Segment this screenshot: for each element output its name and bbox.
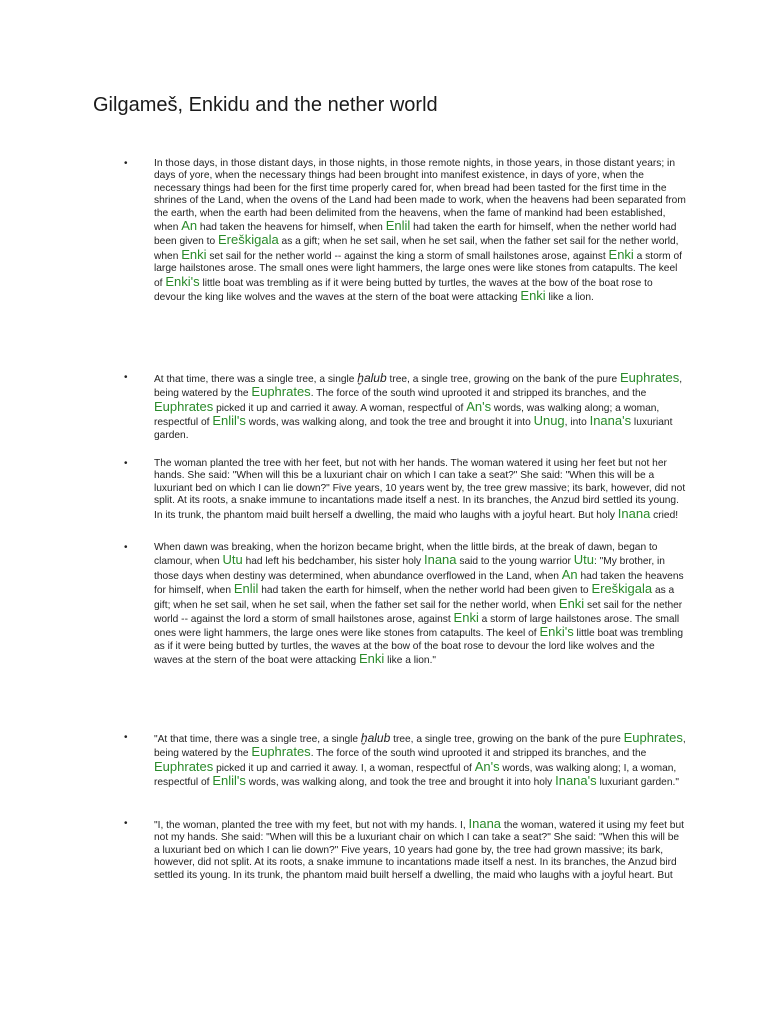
text-run: In those days, in those distant days, in those nights, in those remote nights, in those years, in those distant years; in days of yore, when the necessary things had been brought into manifest existence, in days of yore, when the necessary things had been for the first time properly cared for, when bread had been tasted for the first time in the shrines of the Land, when the ovens of the Land had been made to work, when the heavens had been separated from the earth, when the earth had been delimited from the heavens, when the fame of mankind had been established, when <box>154 158 686 234</box>
text-run: , being watered by the <box>154 734 686 760</box>
paragraph-text <box>154 816 684 881</box>
proper-name: An <box>181 218 198 234</box>
text-run: words, was walking along, and took the tree and brought it into holy <box>245 777 556 789</box>
page-title: Gilgameš, Enkidu and the nether world <box>93 94 438 116</box>
proper-name: Ereškigala <box>591 581 653 597</box>
text-run: luxuriant garden." <box>596 777 679 789</box>
proper-name: Inana's <box>589 413 632 429</box>
text-run: tree, a single tree, growing on the bank of the pure <box>390 734 624 745</box>
text-run: At that time, there was a single tree, a single <box>154 374 358 385</box>
text-run: cried! <box>650 509 679 521</box>
text-run: : "My brother, in those days when destiny was determined, when abundance overflowed in the Land, when <box>154 556 665 582</box>
proper-name: Inana <box>468 816 502 831</box>
proper-name: Euphrates <box>251 384 311 400</box>
bullet-icon: • <box>124 372 128 383</box>
text-run: had taken the heavens for himself, when <box>197 222 386 234</box>
paragraph-4 <box>120 542 686 732</box>
proper-name: Euphrates <box>623 730 683 745</box>
text-run: set sail for the nether world -- against the king a storm of small hailstones arose, against <box>206 250 609 262</box>
text-run: as a gift; when he set sail, when he set sail, when the father set sail for the nether world, when <box>154 585 675 611</box>
paragraph-text <box>154 158 686 303</box>
proper-name: Enki <box>520 288 546 304</box>
proper-name: Enlil's <box>212 413 246 429</box>
proper-name: Utu <box>222 552 243 568</box>
paragraph-text <box>154 370 683 441</box>
text-run: the woman, watered it using my feet but not my hands. She said: "When will this be a luxuriant chair on which I can take a seat?" She said: "When this will be a luxuriant bed on which I can lie down?" Five years, 10 years had gone by, the tree had grown massive; its bark, however, did not split. At its roots, a snake immune to incantations made itself a nest. In its branches, the Anzud bird settled its young. In its trunk, the phantom maid built herself a dwelling, the maid who laughs with a joyful heart. But <box>154 820 684 881</box>
text-run: , being watered by the <box>154 374 683 400</box>
proper-name: Ereškigala <box>218 232 279 248</box>
text-run: a storm of large hailstones arose. The small ones were light hammers, the large ones were like stones from catapults. The keel of <box>154 614 680 640</box>
text-run: said to the young warrior <box>456 556 574 568</box>
paragraph-1 <box>120 158 686 372</box>
text-run: little boat was trembling as if it were being butted by turtles, the waves at the bow of the boat rose to devour the lord like wolves and the waves at the stern of the boat were attacking <box>154 628 684 667</box>
text-run: The woman planted the tree with her feet, but not with her hands. The woman watered it using her feet but not her hands. She said: "When will this be a luxuriant chair on which I can take a seat?" She said: "When this will be a luxuriant bed on which I can lie down?" Five years, 10 years went by, the tree grew massive; its bark, however, did not split. At its roots, a snake immune to incantations made itself a nest. In its branches, the Anzud bird settled its young. In its trunk, the phantom maid built herself a dwelling, the maid who laughs with a joyful heart. But holy <box>154 458 686 521</box>
proper-name: An's <box>474 758 500 774</box>
paragraph-text <box>154 458 685 521</box>
bullet-icon: • <box>124 158 128 169</box>
text-run: as a gift; when he set sail, when he set sail, when the father set sail for the nether world, when <box>154 236 679 262</box>
bullet-icon: • <box>124 732 128 743</box>
text-run: had taken the earth for himself, when the nether world had been given to <box>154 222 677 248</box>
proper-name: Inana <box>617 505 651 521</box>
text-run: "I, the woman, planted the tree with my feet, but not with my hands. I, <box>154 820 469 831</box>
proper-name: Euphrates <box>251 744 311 760</box>
text-run: words, was walking along; I, a woman, respectful of <box>154 762 677 789</box>
proper-name: An <box>561 566 578 582</box>
text-run: had taken the heavens for himself, when <box>154 570 684 597</box>
text-run: a storm of large hailstones arose. The small ones were light hammers, the large ones were like stones from catapults. The keel of <box>154 250 682 289</box>
proper-name: Utu <box>573 552 594 568</box>
proper-name: Inana <box>423 552 457 568</box>
text-run: words, was walking along, and took the tree and brought it into <box>245 417 534 429</box>
proper-name: Euphrates <box>154 758 214 774</box>
text-run: like a lion." <box>384 655 437 667</box>
text-run: When dawn was breaking, when the horizon became bright, when the little birds, at the break of dawn, began to clamour, when <box>154 542 658 568</box>
text-run: , into <box>564 417 590 429</box>
proper-name: An's <box>466 398 492 414</box>
proper-name: Inana's <box>555 773 597 789</box>
text-run: "At that time, there was a single tree, a single <box>154 734 361 745</box>
proper-name: Enki's <box>165 273 200 289</box>
text-run: set sail for the nether world -- against the lord a storm of small hailstones arose, against <box>154 599 683 626</box>
italic-term: ḫalub <box>360 731 391 745</box>
proper-name: Enki <box>181 246 207 262</box>
proper-name: Unug <box>533 413 565 429</box>
italic-term: ḫalub <box>357 371 387 385</box>
paragraph-5 <box>120 732 686 818</box>
proper-name: Euphrates <box>154 398 214 414</box>
paragraph-6 <box>120 818 686 882</box>
text-run: had taken the earth for himself, when the nether world had been given to <box>258 585 592 597</box>
text-run: picked it up and carried it away. I, a woman, respectful of <box>213 762 475 774</box>
bullet-icon: • <box>124 818 128 829</box>
paragraph-3 <box>120 458 686 542</box>
proper-name: Enki <box>359 651 385 667</box>
proper-name: Enlil's <box>212 773 246 789</box>
proper-name: Enlil <box>233 581 259 597</box>
paragraph-2 <box>120 372 686 458</box>
bullet-icon: • <box>124 458 128 469</box>
proper-name: Enlil <box>385 218 411 234</box>
proper-name: Enki <box>558 595 585 611</box>
text-run: . The force of the south wind uprooted it and stripped its branches, and the <box>310 748 647 760</box>
proper-name: Euphrates <box>620 370 680 385</box>
text-run: tree, a single tree, growing on the bank of the pure <box>386 374 620 385</box>
text-run: picked it up and carried it away. A woman, respectful of <box>213 402 467 414</box>
text-run: . The force of the south wind uprooted it and stripped its branches, and the <box>310 388 647 400</box>
paragraph-text <box>154 730 686 789</box>
proper-name: Enki's <box>539 624 574 640</box>
text-run: like a lion. <box>545 292 594 304</box>
text-run: had left his bedchamber, his sister holy <box>242 556 424 568</box>
text-run: little boat was trembling as if it were being butted by turtles, the waves at the bow of the boat rose to devour the king like wolves and the waves at the stern of the boat were attacking <box>154 277 653 304</box>
proper-name: Enki <box>608 246 634 262</box>
text-run: words, was walking along; a woman, respectful of <box>154 402 660 429</box>
text-run: luxuriant garden. <box>154 417 673 441</box>
bullet-icon: • <box>124 542 128 553</box>
paragraph-text <box>154 542 684 666</box>
proper-name: Enki <box>453 610 479 626</box>
paragraph-list <box>120 158 686 882</box>
